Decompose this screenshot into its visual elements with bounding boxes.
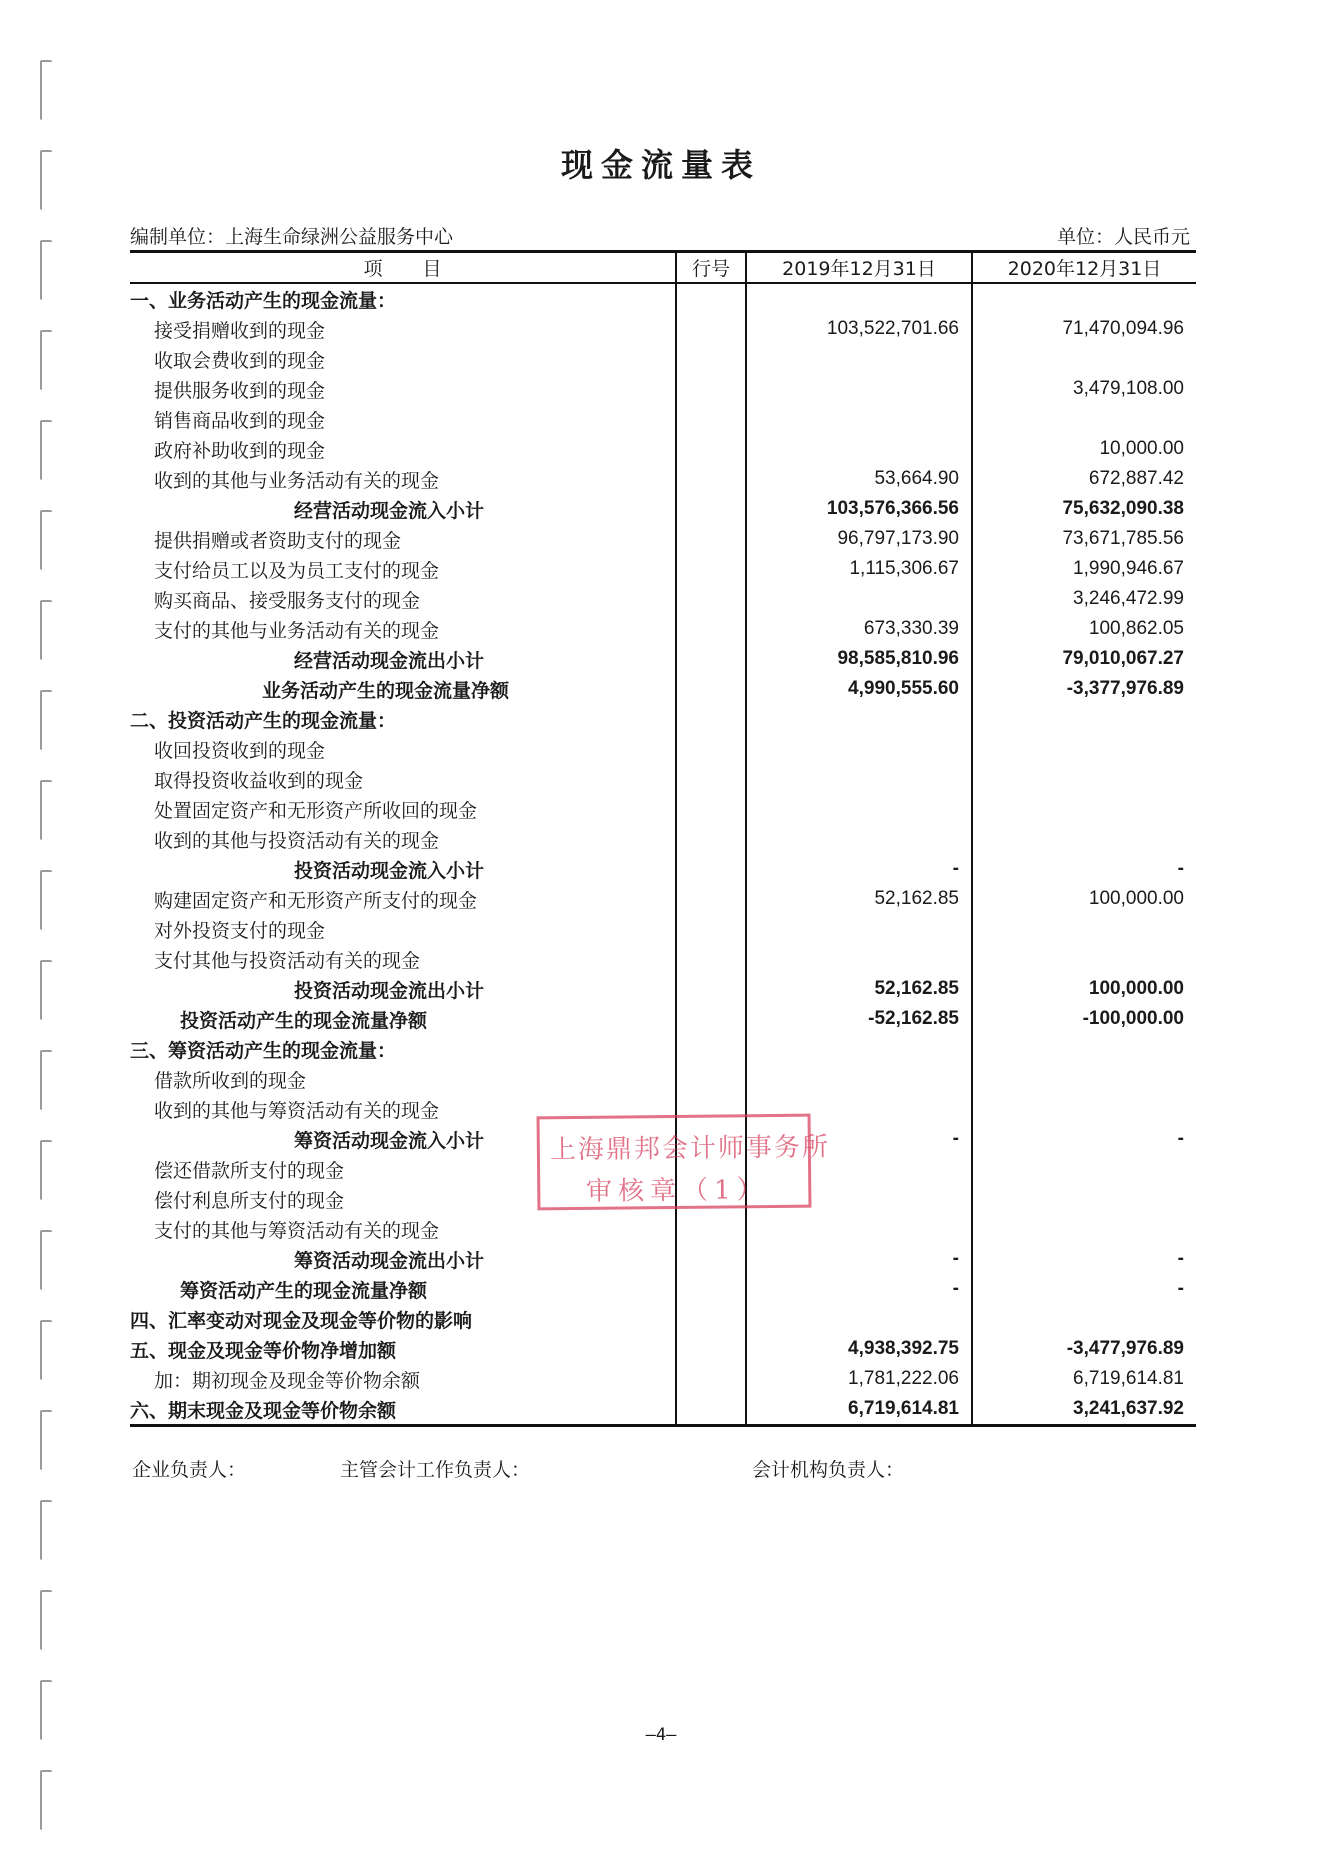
row-label: 收到的其他与筹资活动有关的现金 — [154, 1099, 440, 1122]
row-value-2020: - — [972, 854, 1196, 884]
row-value-2020 — [972, 1184, 1196, 1214]
table-row — [130, 1244, 1196, 1274]
row-value-2020: 79,010,067.27 — [972, 644, 1196, 674]
row-line-no — [676, 464, 746, 494]
row-value-2019: 4,938,392.75 — [848, 1338, 959, 1359]
row-value-2019 — [746, 704, 972, 734]
row-value-2019: 103,522,701.66 — [826, 318, 959, 339]
row-label: 投资活动现金流出小计 — [294, 979, 485, 1002]
row-line-no — [676, 1034, 746, 1064]
row-value-2020: - — [972, 1274, 1196, 1304]
binder-hole-mark — [40, 1500, 52, 1560]
row-line-no — [676, 824, 746, 854]
row-label: 接受捐赠收到的现金 — [154, 319, 326, 342]
row-value-2019 — [746, 283, 972, 314]
page-number: —4— — [645, 1725, 677, 1745]
row-label: 借款所收到的现金 — [154, 1069, 307, 1092]
stamp-line-1: 上海鼎邦会计师事务所 — [549, 1132, 831, 1166]
row-value-2019: - — [952, 1248, 959, 1269]
row-value-2020: 10,000.00 — [972, 434, 1196, 464]
row-label: 支付的其他与业务活动有关的现金 — [154, 619, 440, 642]
table-row — [130, 283, 1196, 314]
table-row — [130, 524, 1196, 554]
table-row — [130, 494, 1196, 524]
row-label: 收回投资收到的现金 — [154, 739, 326, 762]
row-label: 销售商品收到的现金 — [154, 409, 326, 432]
accounting-org-head-label: 会计机构负责人： — [752, 1459, 905, 1481]
table-row — [130, 1004, 1196, 1034]
row-label: 购建固定资产和无形资产所支付的现金 — [154, 889, 478, 912]
table-row — [130, 614, 1196, 644]
row-value-2019: 52,162.85 — [874, 978, 959, 999]
row-value-2020: 75,632,090.38 — [972, 494, 1196, 524]
row-label: 筹资活动产生的现金流量净额 — [180, 1279, 428, 1302]
row-line-no — [676, 1304, 746, 1334]
row-value-2019 — [746, 1064, 972, 1094]
binder-hole-mark — [40, 690, 52, 750]
table-row — [130, 554, 1196, 584]
table-body — [130, 283, 1196, 1426]
row-value-2019 — [746, 404, 972, 434]
row-label: 偿还借款所支付的现金 — [154, 1159, 345, 1182]
binder-hole-mark — [40, 600, 52, 660]
binder-hole-mark — [40, 240, 52, 300]
row-value-2020 — [972, 734, 1196, 764]
table-row — [130, 644, 1196, 674]
table-row — [130, 1274, 1196, 1304]
row-value-2020: 1,990,946.67 — [972, 554, 1196, 584]
report-meta — [130, 222, 1196, 248]
row-line-no — [676, 524, 746, 554]
table-row — [130, 1304, 1196, 1334]
row-line-no — [676, 974, 746, 1004]
binder-hole-mark — [40, 1320, 52, 1380]
table-row — [130, 314, 1196, 344]
binder-hole-mark — [40, 1410, 52, 1470]
binder-hole-mark — [40, 1050, 52, 1110]
row-line-no — [676, 1364, 746, 1394]
row-value-2019: 53,664.90 — [874, 468, 959, 489]
row-line-no — [676, 374, 746, 404]
binder-hole-mark — [40, 870, 52, 930]
row-label: 四、汇率变动对现金及现金等价物的影响 — [130, 1309, 473, 1332]
binder-hole-mark — [40, 420, 52, 480]
row-line-no — [676, 644, 746, 674]
row-line-no — [676, 944, 746, 974]
stamp-line-2: 审核章（1） — [585, 1175, 769, 1207]
row-value-2019: 1,115,306.67 — [849, 558, 959, 579]
row-value-2020: 71,470,094.96 — [972, 314, 1196, 344]
row-line-no — [676, 314, 746, 344]
row-label: 筹资活动现金流入小计 — [294, 1129, 485, 1152]
row-value-2019: 4,990,555.60 — [848, 678, 959, 699]
table-row — [130, 434, 1196, 464]
row-line-no — [676, 283, 746, 314]
row-value-2019: 52,162.85 — [874, 888, 959, 909]
row-value-2020: 100,000.00 — [972, 884, 1196, 914]
row-value-2020 — [972, 914, 1196, 944]
row-value-2020 — [972, 1214, 1196, 1244]
row-value-2020 — [972, 704, 1196, 734]
row-value-2019 — [746, 1034, 972, 1064]
row-value-2020 — [972, 1154, 1196, 1184]
binder-hole-mark — [40, 780, 52, 840]
table-row — [130, 1364, 1196, 1394]
table-row — [130, 1334, 1196, 1364]
row-value-2020: 100,000.00 — [972, 974, 1196, 1004]
table-row — [130, 674, 1196, 704]
row-line-no — [676, 1244, 746, 1274]
header-2020: 2020年12月31日 — [972, 252, 1196, 284]
row-line-no — [676, 404, 746, 434]
binder-holes — [30, 0, 60, 1870]
row-value-2020: 6,719,614.81 — [972, 1364, 1196, 1394]
row-label: 一、业务活动产生的现金流量： — [130, 289, 397, 312]
table-row — [130, 1394, 1196, 1426]
header-item: 项目 — [130, 252, 676, 284]
row-label: 投资活动产生的现金流量净额 — [180, 1009, 428, 1032]
row-value-2020: 3,479,108.00 — [972, 374, 1196, 404]
table-row — [130, 404, 1196, 434]
table-row — [130, 584, 1196, 614]
table-row — [130, 974, 1196, 1004]
row-value-2020: -3,477,976.89 — [972, 1334, 1196, 1364]
row-value-2020 — [972, 794, 1196, 824]
row-value-2020: 73,671,785.56 — [972, 524, 1196, 554]
row-label: 偿付利息所支付的现金 — [154, 1189, 345, 1212]
row-value-2020: 100,862.05 — [972, 614, 1196, 644]
table-row — [130, 944, 1196, 974]
row-line-no — [676, 884, 746, 914]
row-label: 政府补助收到的现金 — [154, 439, 326, 462]
row-line-no — [676, 434, 746, 464]
row-value-2020: -100,000.00 — [972, 1004, 1196, 1034]
row-line-no — [676, 584, 746, 614]
row-line-no — [676, 1274, 746, 1304]
row-value-2020: 672,887.42 — [972, 464, 1196, 494]
row-value-2020 — [972, 1304, 1196, 1334]
row-value-2019 — [746, 1304, 972, 1334]
row-value-2019 — [746, 824, 972, 854]
row-value-2020 — [972, 283, 1196, 314]
row-value-2020: 3,246,472.99 — [972, 584, 1196, 614]
row-value-2019: - — [952, 1128, 959, 1149]
row-value-2019: - — [952, 1278, 959, 1299]
row-value-2019: 98,585,810.96 — [837, 648, 959, 669]
header-2019: 2019年12月31日 — [746, 252, 972, 284]
row-label: 加：期初现金及现金等价物余额 — [154, 1369, 421, 1392]
table-row — [130, 1064, 1196, 1094]
table-row — [130, 824, 1196, 854]
table-row — [130, 764, 1196, 794]
page-title: 现金流量表 — [560, 146, 761, 184]
row-label: 经营活动现金流出小计 — [294, 649, 485, 672]
row-value-2019 — [746, 1214, 972, 1244]
audit-stamp — [537, 1114, 831, 1211]
binder-hole-mark — [40, 1230, 52, 1290]
row-line-no — [676, 1394, 746, 1426]
table-row — [130, 374, 1196, 404]
row-label: 购买商品、接受服务支付的现金 — [154, 589, 421, 612]
row-line-no — [676, 1334, 746, 1364]
binder-hole-mark — [40, 960, 52, 1020]
row-label: 二、投资活动产生的现金流量： — [130, 709, 397, 732]
row-value-2020: 3,241,637.92 — [972, 1394, 1196, 1426]
signature-line — [132, 1455, 1192, 1485]
table-header-row — [130, 252, 1196, 284]
row-label: 六、期末现金及现金等价物余额 — [130, 1399, 397, 1422]
table-row — [130, 344, 1196, 374]
row-label: 提供捐赠或者资助支付的现金 — [154, 529, 402, 552]
currency-unit: 单位：人民币元 — [1056, 226, 1190, 248]
row-line-no — [676, 1064, 746, 1094]
row-label: 筹资活动现金流出小计 — [294, 1249, 485, 1272]
row-value-2019: -52,162.85 — [868, 1008, 959, 1029]
row-value-2019 — [746, 944, 972, 974]
row-label: 五、现金及现金等价物净增加额 — [130, 1339, 397, 1362]
row-line-no — [676, 734, 746, 764]
row-value-2019 — [746, 914, 972, 944]
row-value-2019 — [746, 764, 972, 794]
row-value-2019 — [746, 584, 972, 614]
row-label: 提供服务收到的现金 — [154, 379, 326, 402]
row-value-2019 — [746, 734, 972, 764]
row-value-2020 — [972, 404, 1196, 434]
row-value-2019 — [746, 344, 972, 374]
row-label: 收到的其他与投资活动有关的现金 — [154, 829, 440, 852]
row-line-no — [676, 854, 746, 884]
row-value-2020 — [972, 1064, 1196, 1094]
row-value-2019: - — [952, 858, 959, 879]
header-line-no: 行号 — [676, 252, 746, 284]
table-row — [130, 1214, 1196, 1244]
table-row — [130, 464, 1196, 494]
table-row — [130, 854, 1196, 884]
row-label: 经营活动现金流入小计 — [294, 499, 485, 522]
table-row — [130, 1034, 1196, 1064]
row-label: 取得投资收益收到的现金 — [154, 769, 364, 792]
row-value-2020 — [972, 944, 1196, 974]
row-label: 收取会费收到的现金 — [154, 349, 326, 372]
row-line-no — [676, 344, 746, 374]
row-label: 收到的其他与业务活动有关的现金 — [154, 469, 440, 492]
row-value-2019: 6,719,614.81 — [848, 1398, 959, 1419]
row-label: 支付给员工以及为员工支付的现金 — [154, 559, 440, 582]
row-value-2019: 673,330.39 — [863, 618, 959, 639]
binder-hole-mark — [40, 1770, 52, 1830]
enterprise-head-label: 企业负责人： — [132, 1459, 247, 1481]
table-row — [130, 734, 1196, 764]
row-label: 处置固定资产和无形资产所收回的现金 — [154, 799, 478, 822]
row-value-2020 — [972, 764, 1196, 794]
row-line-no — [676, 704, 746, 734]
row-value-2020 — [972, 344, 1196, 374]
cash-flow-table — [130, 250, 1196, 1427]
row-line-no — [676, 764, 746, 794]
binder-hole-mark — [40, 1140, 52, 1200]
binder-hole-mark — [40, 60, 52, 120]
row-line-no — [676, 674, 746, 704]
row-line-no — [676, 1214, 746, 1244]
row-value-2019: 1,781,222.06 — [848, 1368, 959, 1389]
row-line-no — [676, 1004, 746, 1034]
row-label: 投资活动现金流入小计 — [294, 859, 485, 882]
row-label: 支付其他与投资活动有关的现金 — [154, 949, 421, 972]
row-value-2020 — [972, 824, 1196, 854]
row-value-2019 — [746, 374, 972, 404]
row-value-2019 — [746, 434, 972, 464]
row-label: 支付的其他与筹资活动有关的现金 — [154, 1219, 440, 1242]
row-line-no — [676, 794, 746, 824]
table-row — [130, 914, 1196, 944]
prepared-by: 编制单位：上海生命绿洲公益服务中心 — [130, 226, 454, 248]
row-value-2019: 103,576,366.56 — [826, 498, 959, 519]
row-line-no — [676, 614, 746, 644]
row-line-no — [676, 554, 746, 584]
binder-hole-mark — [40, 510, 52, 570]
row-value-2020 — [972, 1034, 1196, 1064]
row-label: 三、筹资活动产生的现金流量： — [130, 1039, 397, 1062]
row-value-2020: - — [972, 1244, 1196, 1274]
row-value-2019: 96,797,173.90 — [837, 528, 959, 549]
table-row — [130, 704, 1196, 734]
table-row — [130, 794, 1196, 824]
row-value-2020: - — [972, 1124, 1196, 1154]
row-label: 对外投资支付的现金 — [154, 919, 326, 942]
row-value-2020 — [972, 1094, 1196, 1124]
row-value-2020: -3,377,976.89 — [972, 674, 1196, 704]
table-row — [130, 884, 1196, 914]
row-value-2019 — [746, 794, 972, 824]
row-line-no — [676, 914, 746, 944]
binder-hole-mark — [40, 1590, 52, 1650]
row-line-no — [676, 494, 746, 524]
binder-hole-mark — [40, 330, 52, 390]
row-label: 业务活动产生的现金流量净额 — [262, 679, 510, 702]
accounting-head-label: 主管会计工作负责人： — [340, 1459, 531, 1481]
